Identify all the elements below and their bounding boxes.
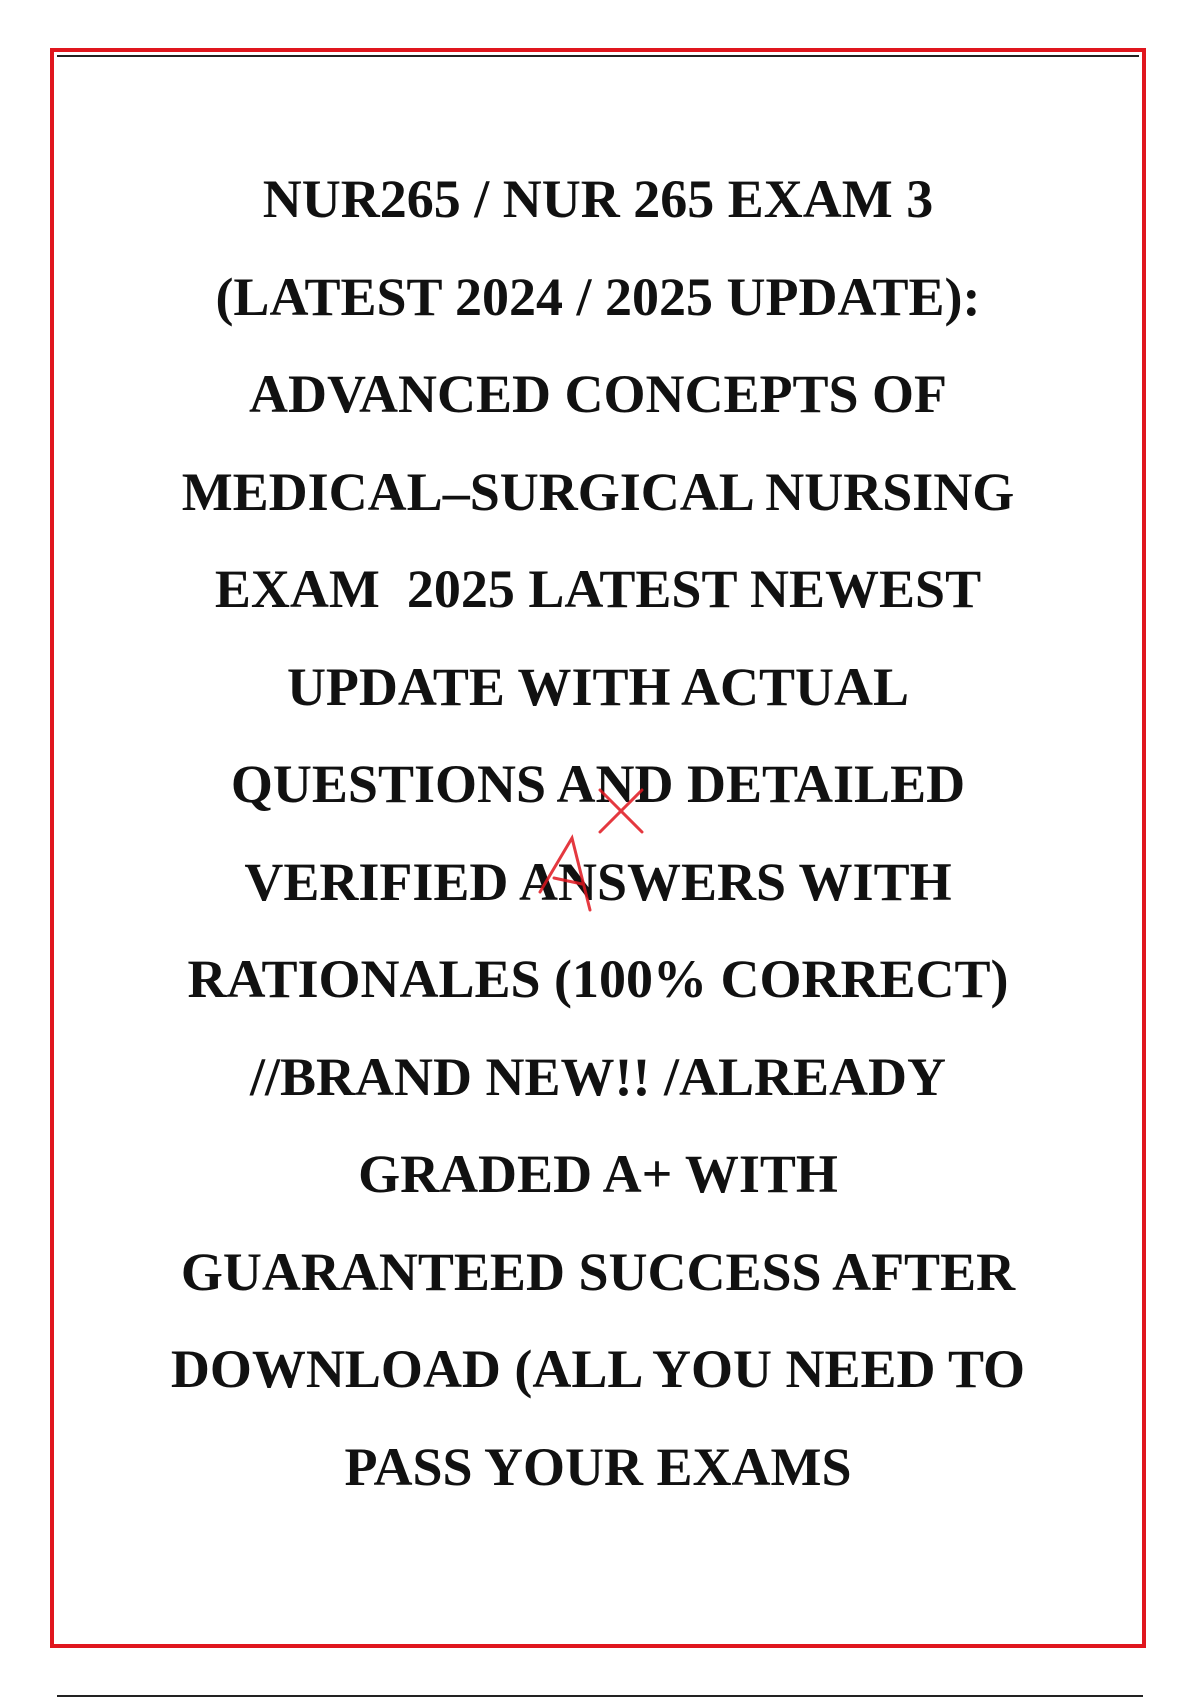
title-line: VERIFIED ANSWERS WITH: [244, 851, 952, 912]
title-line: QUESTIONS AND DETAILED: [230, 754, 966, 814]
document-title: [54, 151, 1142, 1516]
title-line: GUARANTEED SUCCESS AFTER: [180, 1241, 1016, 1302]
title-line: RATIONALES (100% CORRECT): [187, 949, 1009, 1009]
title-line: //BRAND NEW!! /ALREADY: [249, 1046, 946, 1107]
title-line: GRADED A+ WITH: [358, 1144, 838, 1204]
title-line: MEDICAL–SURGICAL NURSING: [181, 461, 1015, 522]
document-frame: [50, 48, 1146, 1648]
title-line: ADVANCED CONCEPTS OF: [248, 364, 948, 424]
title-line: EXAM 2025 LATEST NEWEST: [214, 559, 982, 619]
title-line: (LATEST 2024 / 2025 UPDATE):: [215, 266, 981, 327]
title-line: UPDATE WITH ACTUAL: [286, 656, 910, 717]
title-line: PASS YOUR EXAMS: [344, 1436, 852, 1497]
title-line: DOWNLOAD (ALL YOU NEED TO: [170, 1339, 1026, 1399]
title-line: NUR265 / NUR 265 EXAM 3: [262, 169, 934, 229]
footer-rule: [57, 1695, 1143, 1697]
